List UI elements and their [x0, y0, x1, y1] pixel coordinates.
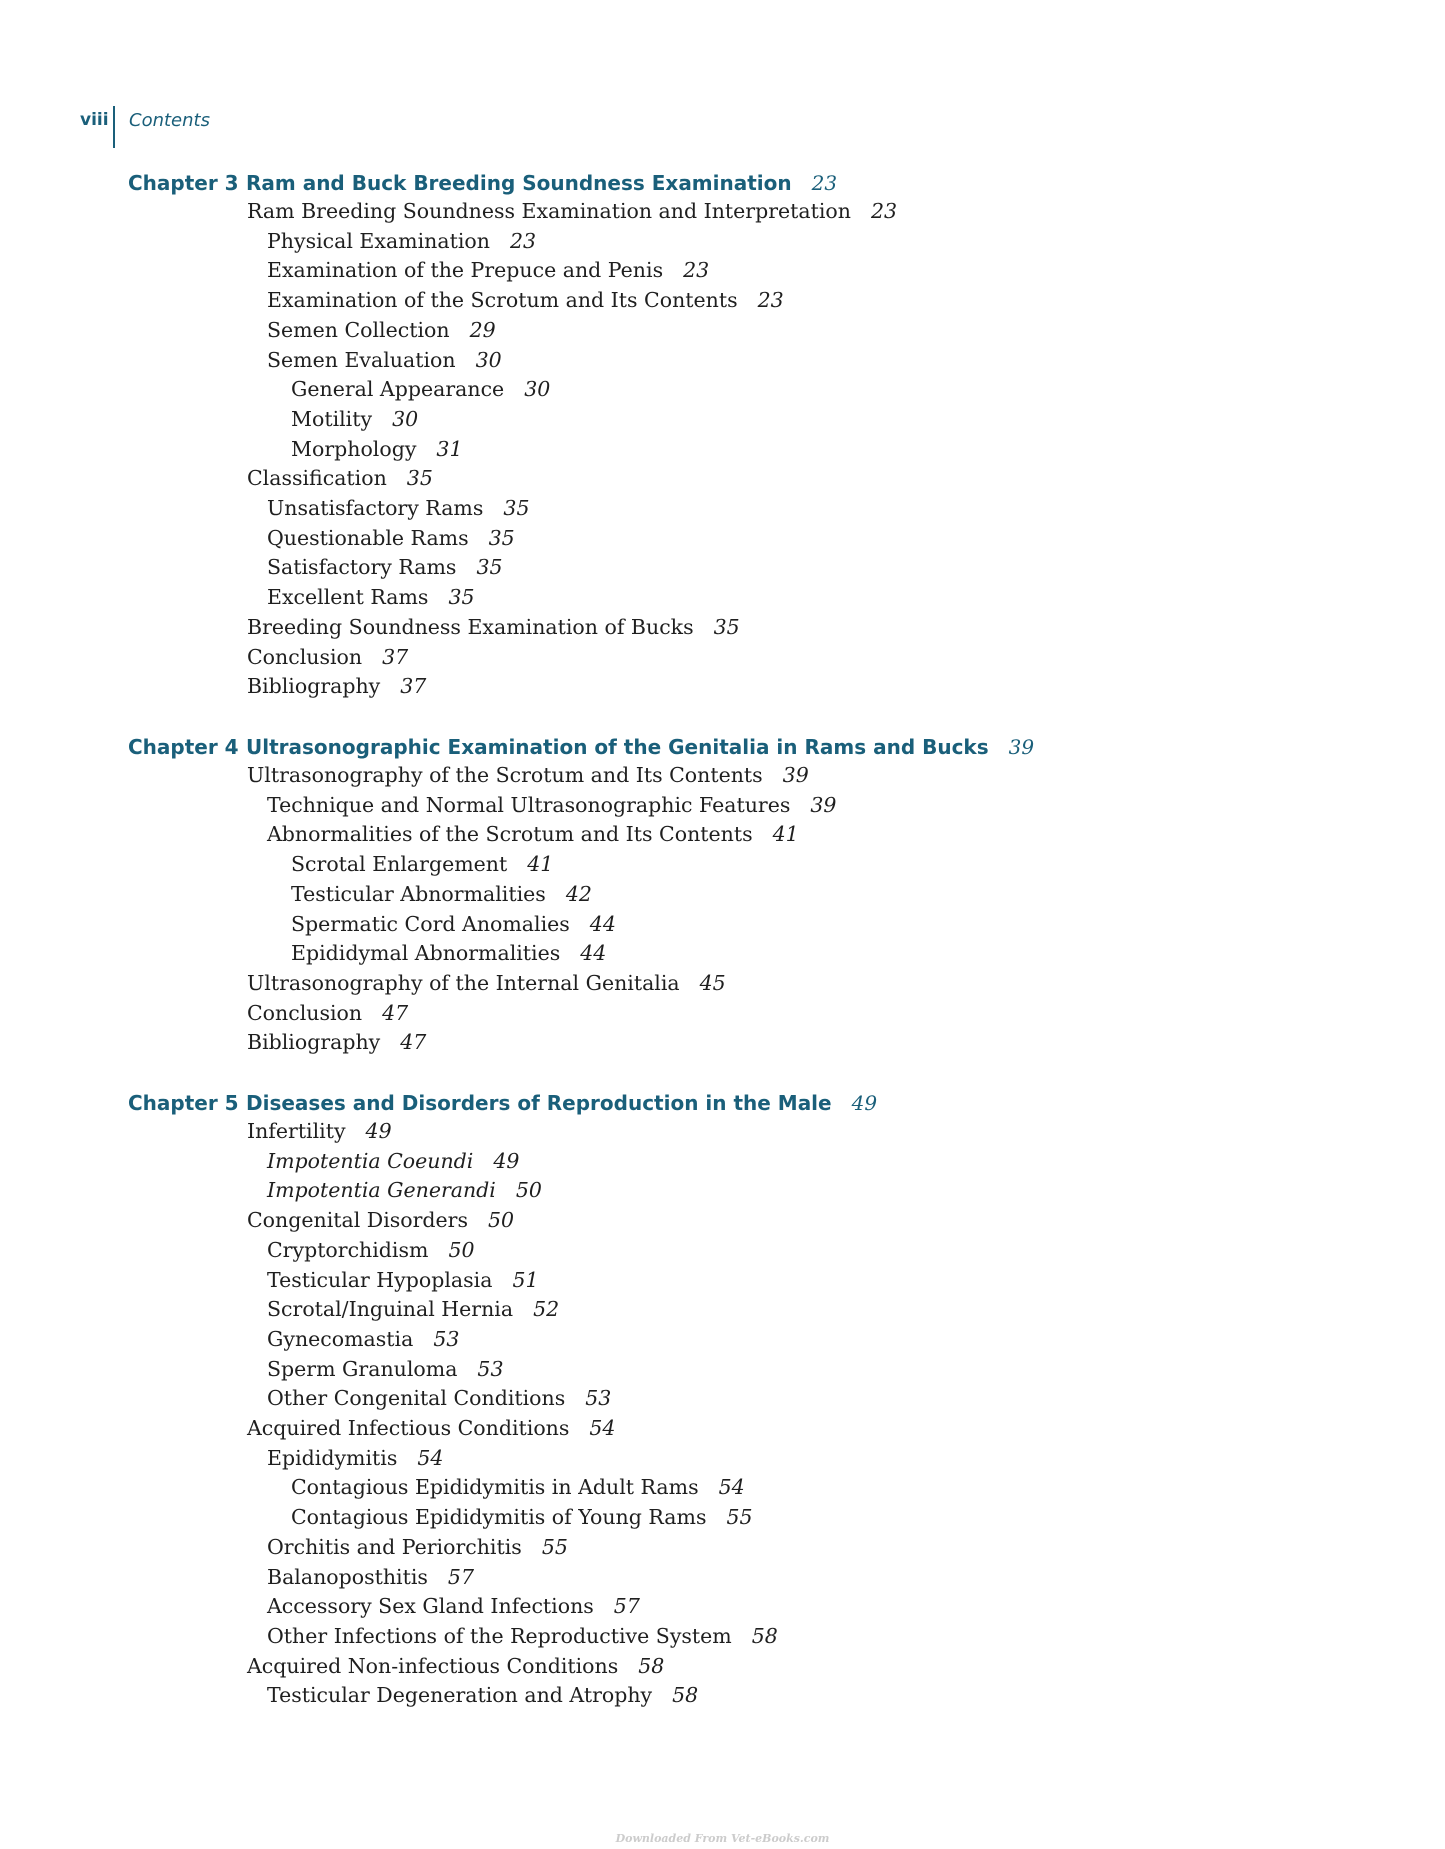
- chapter-page-number: 23: [811, 171, 838, 195]
- toc-entry-page-number: 44: [580, 941, 607, 966]
- toc-entry[interactable]: [267, 793, 836, 817]
- toc-entry-title: Semen Evaluation: [267, 347, 456, 372]
- toc-entry-page-number: 50: [488, 1208, 515, 1233]
- toc-entry-title: Testicular Abnormalities: [291, 881, 546, 906]
- toc-entry[interactable]: [267, 1268, 539, 1292]
- toc-entry-page-number: 53: [477, 1356, 504, 1381]
- toc-entry[interactable]: [247, 674, 426, 698]
- toc-entry[interactable]: [291, 407, 418, 431]
- toc-entry-page-number: 53: [585, 1386, 612, 1411]
- toc-entry-title: Ram Breeding Soundness Examination and Interpretation: [247, 199, 851, 223]
- toc-entry-page-number: 49: [365, 1119, 392, 1143]
- toc-entry-title: Excellent Rams: [267, 585, 429, 610]
- toc-entry-page-number: 47: [400, 1030, 427, 1055]
- toc-entry[interactable]: [247, 1208, 514, 1232]
- toc-entry-page-number: 29: [469, 317, 496, 342]
- toc-entry[interactable]: [267, 1178, 542, 1202]
- toc-entry-page-number: 54: [718, 1475, 745, 1500]
- toc-entry-page-number: 42: [565, 881, 592, 906]
- toc-entry-page-number: 58: [672, 1683, 699, 1708]
- toc-entry-title: Impotentia Coeundi: [267, 1148, 474, 1173]
- toc-entry[interactable]: [267, 1386, 611, 1410]
- toc-entry[interactable]: [247, 1416, 615, 1440]
- toc-entry[interactable]: [291, 941, 606, 965]
- chapter-label: Chapter 5: [128, 1091, 239, 1115]
- toc-entry[interactable]: [247, 763, 809, 787]
- chapter-page-number: 49: [851, 1091, 878, 1115]
- toc-entry-page-number: 30: [392, 406, 419, 431]
- toc-entry-title: Technique and Normal Ultrasonographic Features: [267, 792, 791, 817]
- toc-entry[interactable]: [267, 288, 784, 312]
- toc-entry-page-number: 31: [436, 436, 463, 461]
- toc-entry[interactable]: [267, 1565, 474, 1589]
- toc-entry-title: Sperm Granuloma: [267, 1356, 458, 1381]
- toc-entry[interactable]: [267, 1446, 443, 1470]
- toc-entry-title: Ultrasonography of the Scrotum and Its Contents: [247, 763, 763, 787]
- running-title: Contents: [129, 110, 210, 131]
- toc-entry[interactable]: [267, 1357, 504, 1381]
- chapter-title: Ram and Buck Breeding Soundness Examination: [246, 171, 792, 195]
- toc-entry[interactable]: [267, 496, 530, 520]
- toc-entry-title: Scrotal Enlargement: [291, 852, 508, 877]
- toc-entry[interactable]: [291, 1475, 745, 1499]
- toc-entry-title: Epididymal Abnormalities: [291, 941, 561, 966]
- toc-entry-title: Testicular Hypoplasia: [267, 1267, 493, 1292]
- toc-entry-page-number: 35: [488, 525, 515, 550]
- toc-entry-title: Questionable Rams: [267, 525, 469, 550]
- toc-entry-page-number: 39: [810, 792, 837, 817]
- page-number: viii: [80, 110, 109, 130]
- toc-entry-title: Morphology: [291, 436, 417, 461]
- toc-entry-page-number: 44: [589, 911, 616, 936]
- toc-entry-title: Other Infections of the Reproductive System: [267, 1623, 732, 1648]
- toc-entry[interactable]: [267, 1594, 640, 1618]
- toc-entry[interactable]: [267, 1327, 459, 1351]
- toc-entry[interactable]: [247, 615, 740, 639]
- toc-entry-title: Scrotal/Inguinal Hernia: [267, 1297, 514, 1322]
- toc-entry-title: Testicular Degeneration and Atrophy: [267, 1683, 653, 1708]
- toc-entry-title: Motility: [291, 406, 373, 431]
- toc-entry[interactable]: [291, 912, 616, 936]
- toc-entry[interactable]: [267, 1683, 698, 1707]
- toc-entry-page-number: 35: [448, 585, 475, 610]
- toc-entry-page-number: 52: [533, 1297, 560, 1322]
- toc-entry[interactable]: [267, 526, 515, 550]
- toc-entry-page-number: 23: [683, 258, 710, 283]
- toc-entry[interactable]: [267, 1535, 568, 1559]
- toc-entry[interactable]: [267, 1238, 475, 1262]
- toc-entry-title: Epididymitis: [267, 1445, 398, 1470]
- toc-entry[interactable]: [291, 437, 463, 461]
- toc-entry[interactable]: [267, 1297, 559, 1321]
- toc-entry-page-number: 53: [433, 1326, 460, 1351]
- toc-entry-page-number: 23: [870, 199, 898, 223]
- toc-entry-title: Impotentia Generandi: [267, 1178, 496, 1203]
- toc-entry-page-number: 35: [503, 496, 530, 520]
- toc-entry-title: Infertility: [247, 1119, 346, 1143]
- toc-entry-title: Abnormalities of the Scrotum and Its Contents: [267, 822, 753, 847]
- toc-entry-page-number: 54: [589, 1416, 616, 1440]
- toc-entry-title: Breeding Soundness Examination of Bucks: [247, 614, 694, 639]
- toc-entry-title: Physical Examination: [267, 228, 490, 253]
- toc-entry-title: Acquired Non-infectious Conditions: [247, 1653, 619, 1678]
- watermark: Downloaded From Vet-eBooks.com: [615, 1832, 830, 1845]
- toc-entry[interactable]: [267, 348, 502, 372]
- toc-entry-title: Spermatic Cord Anomalies: [291, 911, 570, 936]
- toc-entry[interactable]: [247, 199, 897, 223]
- chapter-title-row: [246, 171, 837, 195]
- toc-entry-title: Satisfactory Rams: [267, 555, 457, 580]
- toc-entry-page-number: 37: [400, 674, 427, 699]
- toc-entry-title: Congenital Disorders: [247, 1208, 469, 1233]
- toc-entry-title: Orchitis and Periorchitis: [267, 1534, 522, 1559]
- chapter-title-row: [246, 1091, 877, 1115]
- toc-entry-page-number: 30: [475, 347, 502, 372]
- toc-entry-page-number: 58: [638, 1653, 665, 1678]
- toc-entry-title: Acquired Infectious Conditions: [247, 1416, 570, 1440]
- toc-entry[interactable]: [291, 882, 592, 906]
- toc-entry[interactable]: [267, 229, 536, 253]
- toc-entry-title: Balanoposthitis: [267, 1564, 428, 1589]
- chapter-label: Chapter 4: [128, 735, 239, 759]
- toc-entry[interactable]: [291, 852, 553, 876]
- toc-entry-title: Gynecomastia: [267, 1326, 414, 1351]
- toc-entry-page-number: 41: [772, 822, 799, 847]
- toc-entry[interactable]: [247, 971, 726, 995]
- chapter-title-row: [246, 735, 1034, 759]
- chapter-page-number: 39: [1008, 735, 1035, 759]
- toc-entry-page-number: 37: [382, 644, 409, 669]
- header-divider: [113, 106, 115, 148]
- toc-entry-page-number: 23: [757, 288, 784, 313]
- toc-entry[interactable]: [247, 1030, 426, 1054]
- toc-entry[interactable]: [267, 822, 799, 846]
- toc-entry-page-number: 47: [382, 1000, 409, 1025]
- chapter-title: Ultrasonographic Examination of the Genitalia in Rams and Bucks: [246, 735, 989, 759]
- toc-entry-title: Ultrasonography of the Internal Genitalia: [247, 970, 680, 995]
- toc-entry-page-number: 55: [541, 1534, 568, 1559]
- toc-entry-page-number: 54: [417, 1445, 444, 1470]
- toc-entry-page-number: 57: [447, 1564, 475, 1589]
- toc-entry[interactable]: [267, 1149, 519, 1173]
- toc-entry[interactable]: [247, 1119, 392, 1143]
- toc-entry[interactable]: [267, 258, 709, 282]
- toc-entry-title: Bibliography: [247, 1030, 381, 1055]
- toc-entry-title: Contagious Epididymitis in Adult Rams: [291, 1475, 699, 1500]
- toc-entry-title: Other Congenital Conditions: [267, 1386, 566, 1411]
- toc-entry-page-number: 45: [699, 970, 726, 995]
- toc-entry-title: Bibliography: [247, 674, 381, 699]
- toc-entry[interactable]: [291, 1505, 753, 1529]
- toc-entry[interactable]: [267, 1624, 778, 1648]
- toc-entry-title: Conclusion: [247, 1000, 363, 1025]
- toc-entry-title: Examination of the Prepuce and Penis: [267, 258, 664, 283]
- toc-entry-page-number: 23: [509, 228, 537, 253]
- toc-entry-page-number: 49: [493, 1148, 520, 1173]
- toc-entry[interactable]: [267, 555, 503, 579]
- toc-entry-page-number: 35: [476, 555, 503, 580]
- toc-entry-page-number: 39: [782, 763, 809, 787]
- toc-entry[interactable]: [247, 1001, 408, 1025]
- toc-entry-page-number: 50: [448, 1237, 475, 1262]
- toc-entry[interactable]: [267, 318, 496, 342]
- toc-entry-title: General Appearance: [291, 377, 505, 402]
- toc-entry[interactable]: [291, 377, 550, 401]
- chapter-title: Diseases and Disorders of Reproduction in the Male: [246, 1091, 832, 1115]
- toc-entry[interactable]: [247, 466, 433, 490]
- toc-entry-title: Unsatisfactory Rams: [267, 496, 484, 520]
- toc-entry-page-number: 51: [512, 1267, 539, 1292]
- toc-entry-page-number: 50: [515, 1178, 542, 1203]
- toc-entry-page-number: 35: [713, 614, 740, 639]
- toc-entry-title: Accessory Sex Gland Infections: [267, 1594, 594, 1619]
- toc-entry-title: Semen Collection: [267, 317, 450, 342]
- toc-entry-title: Conclusion: [247, 644, 363, 669]
- toc-entry-title: Cryptorchidism: [267, 1237, 429, 1262]
- toc-entry[interactable]: [247, 1654, 664, 1678]
- toc-entry-page-number: 35: [406, 466, 433, 491]
- toc-entry-page-number: 55: [726, 1505, 753, 1530]
- toc-entry[interactable]: [247, 645, 408, 669]
- toc-entry-title: Examination of the Scrotum and Its Contents: [267, 288, 738, 313]
- toc-entry-page-number: 41: [527, 852, 554, 877]
- chapter-label: Chapter 3: [128, 171, 239, 195]
- toc-entry-title: Contagious Epididymitis of Young Rams: [291, 1505, 707, 1530]
- toc-entry[interactable]: [267, 585, 475, 609]
- toc-entry-page-number: 57: [613, 1594, 640, 1619]
- toc-entry-page-number: 58: [751, 1623, 778, 1648]
- toc-entry-title: Classification: [247, 466, 387, 491]
- toc-entry-page-number: 30: [524, 377, 551, 402]
